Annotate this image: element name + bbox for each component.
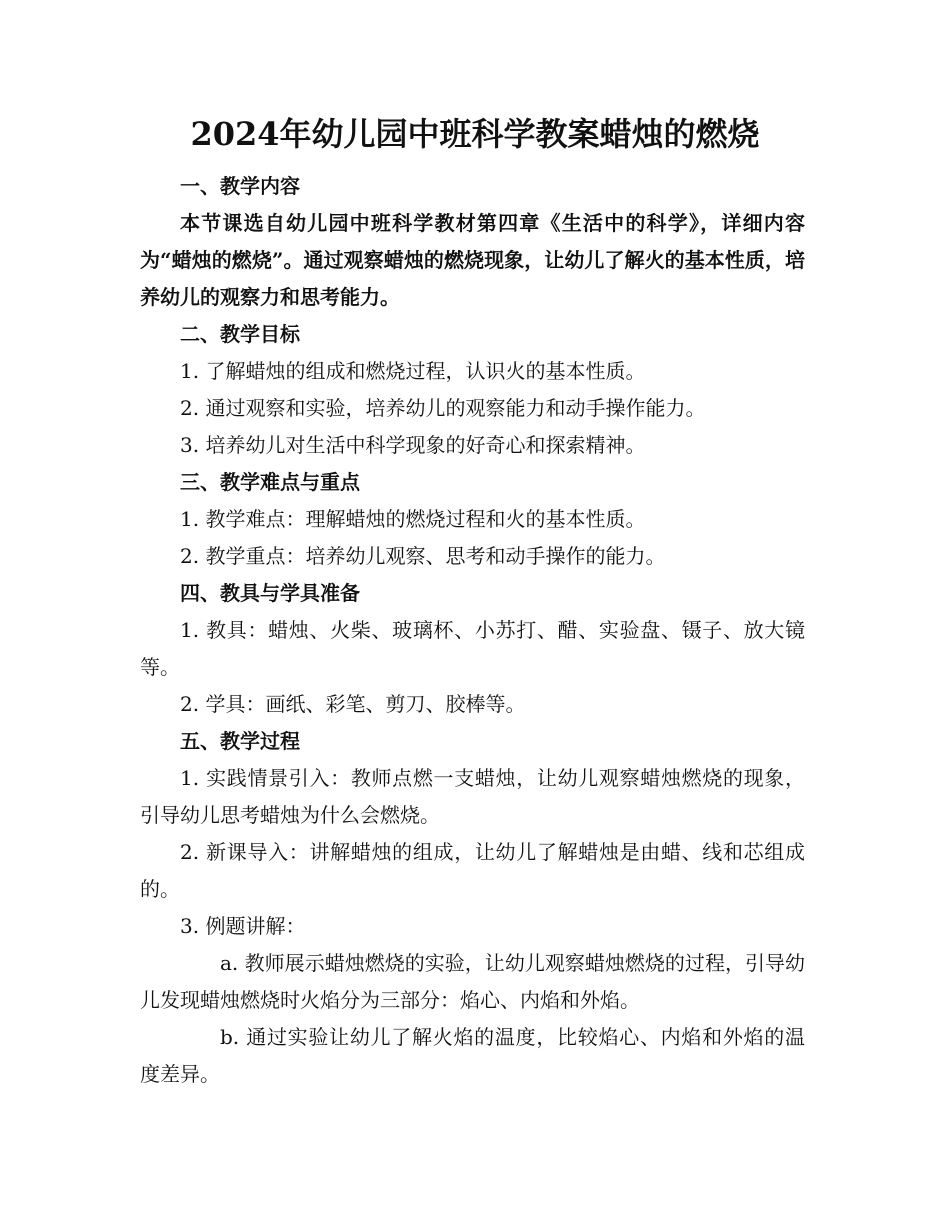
- document-title: 2024年幼儿园中班科学教案蜡烛的燃烧: [190, 115, 760, 153]
- section-heading-objectives: 二、教学目标: [180, 322, 300, 346]
- list-item: 2. 通过观察和实验，培养幼儿的观察能力和动手操作能力。: [180, 396, 706, 420]
- section-heading-process: 五、教学过程: [180, 729, 300, 753]
- list-item: 2. 新课导入：讲解蜡烛的组成，让幼儿了解蜡烛是由蜡、线和芯组成的。: [140, 840, 805, 901]
- list-item: 1. 教学难点：理解蜡烛的燃烧过程和火的基本性质。: [180, 507, 646, 531]
- section-heading-materials: 四、教具与学具准备: [180, 581, 360, 605]
- sub-list-item: a. 教师展示蜡烛燃烧的实验，让幼儿观察蜡烛燃烧的过程，引导幼儿发现蜡烛燃烧时火焰分为三部分：焰心、内焰和外焰。: [140, 951, 805, 1012]
- list-item: 1. 教具：蜡烛、火柴、玻璃杯、小苏打、醋、实验盘、镊子、放大镜等。: [140, 618, 805, 679]
- section-heading-content: 一、教学内容: [180, 174, 300, 198]
- list-item: 3. 例题讲解：: [180, 914, 306, 938]
- document-body: [140, 168, 805, 1093]
- section-heading-key-points: 三、教学难点与重点: [180, 470, 360, 494]
- list-item: 1. 实践情景引入：教师点燃一支蜡烛，让幼儿观察蜡烛燃烧的现象，引导幼儿思考蜡烛为什么会燃烧。: [140, 766, 805, 827]
- intro-paragraph: 本节课选自幼儿园中班科学教材第四章《生活中的科学》，详细内容为“蜡烛的燃烧”。通过观察蜡烛的燃烧现象，让幼儿了解火的基本性质，培养幼儿的观察力和思考能力。: [140, 211, 805, 309]
- list-item: 3. 培养幼儿对生活中科学现象的好奇心和探索精神。: [180, 433, 646, 457]
- list-item: 1. 了解蜡烛的组成和燃烧过程，认识火的基本性质。: [180, 359, 646, 383]
- sub-list-item: b. 通过实验让幼儿了解火焰的温度，比较焰心、内焰和外焰的温度差异。: [140, 1025, 805, 1086]
- list-item: 2. 学具：画纸、彩笔、剪刀、胶棒等。: [180, 692, 526, 716]
- list-item: 2. 教学重点：培养幼儿观察、思考和动手操作的能力。: [180, 544, 666, 568]
